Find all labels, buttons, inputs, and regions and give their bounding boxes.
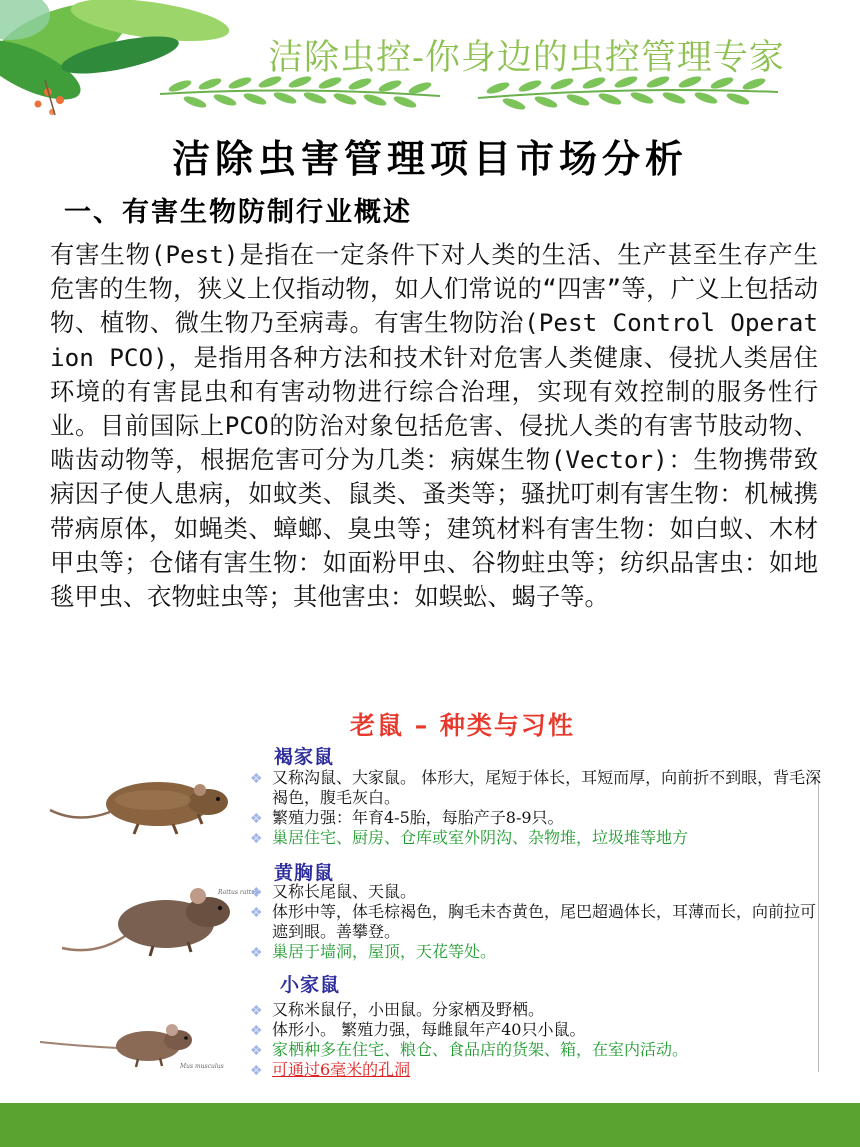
species-1-bullets xyxy=(250,768,825,848)
species-3-bullets xyxy=(250,1000,830,1080)
branch-left-icon xyxy=(160,72,440,112)
house-mouse-caption: Mus musculus xyxy=(180,1063,224,1070)
section-heading: 一、有害生物防制行业概述 xyxy=(64,197,412,228)
rat-info-chart xyxy=(30,700,830,1085)
bullet-item: ❖ 巢居于墙洞，屋顶，天花等处。 xyxy=(250,942,497,961)
roof-rat-icon xyxy=(58,882,259,962)
roof-rat-caption: Rattus rattus xyxy=(218,889,259,896)
house-mouse-icon xyxy=(38,1012,224,1072)
bullet-item: ❖ 又称长尾鼠、天鼠。 xyxy=(250,882,417,901)
bullet-item: ❖ 又称米鼠仔，小田鼠。分家栖及野栖。 xyxy=(250,1000,545,1019)
species-name-house-mouse: 小家鼠 xyxy=(280,974,341,996)
section-paragraph: 有害生物(Pest)是指在一定条件下对人类的生活、生产甚至生存产生危害的生物，狭义上仅指动物，如人们常说的“四害”等，广义上包括动物、植物、微生物乃至病毒。有害生物防治(Pest Control Operation PCO)，是指用各种方法和技术针对危害人类健康、侵扰人类居住环境的有害昆虫和有害动物进行综合治理，实现有效控制的服务性行业。目前国际上PCO的防治对象包括危害、侵扰人类的有害节肢动物、啮齿动物等，根据危害可分为几类：病媒生物(Vector)：生物携带致病因子使人患病，如蚊类、鼠类、蚤类等；骚扰叮刺有害生物：机械携带病原体，如蝇类、蟑螂、臭虫等；建筑材料有害生物：如白蚁、木材甲虫等；仓储有害生物：如面粉甲虫、谷物蛀虫等；纺织品害虫：如地毯甲虫、衣物蛀虫等；其他害虫：如蜈蚣、蝎子等。 xyxy=(50,240,818,612)
footer-bar xyxy=(0,1103,860,1147)
bullet-item: ❖ 可通过6毫米的孔洞 xyxy=(250,1060,411,1079)
bullet-item: ❖ 体形中等，体毛棕褐色，胸毛未杏黄色，尾巴超過体长，耳薄而长，向前拉可遮到眼。善攀登。 xyxy=(250,902,817,941)
bullet-item: ❖ 体形小。 繁殖力强，每雌鼠年产40只小鼠。 xyxy=(250,1020,586,1039)
header-tagline: 洁除虫控-你身边的虫控管理专家 xyxy=(268,38,785,78)
bullet-item: ❖ 繁殖力强：年育4-5胎，每胎产子8-9只。 xyxy=(250,808,564,827)
bullet-item: ❖ 巢居住宅、厨房、仓库或室外阴沟、杂物堆，垃圾堆等地方 xyxy=(250,828,689,847)
species-name-norway-rat: 褐家鼠 xyxy=(274,746,335,768)
page-title: 洁除虫害管理项目市场分析 xyxy=(171,136,688,181)
bullet-item: ❖ 又称沟鼠、大家鼠。 体形大，尾短于体长，耳短而厚，向前折不到眼，背毛深褐色，腹毛灰白。 xyxy=(250,768,822,807)
species-2-bullets xyxy=(250,882,825,962)
brown-rat-icon xyxy=(48,772,233,837)
branch-right-icon xyxy=(478,72,778,112)
rat-chart-title: 老鼠 – 种类与习性 xyxy=(350,711,575,740)
header xyxy=(0,0,860,125)
bullet-item: ❖ 家栖种多在住宅、粮仓、食品店的货架、箱，在室内活动。 xyxy=(250,1040,689,1059)
species-name-roof-rat: 黄胸鼠 xyxy=(274,862,335,884)
